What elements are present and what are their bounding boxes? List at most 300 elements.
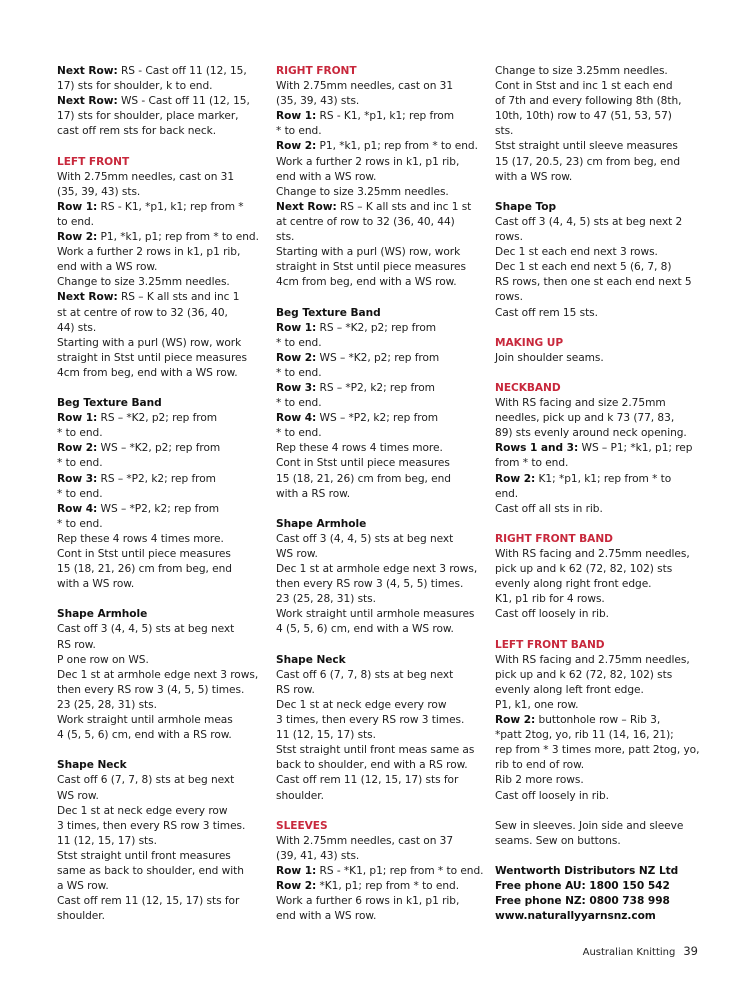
- instruction-line: [495, 909, 707, 924]
- line-text: end with a WS row.: [276, 170, 377, 183]
- line-text: Stst straight until front measures: [57, 849, 231, 862]
- line-text: (39, 41, 43) sts.: [276, 849, 360, 862]
- instruction-line: [276, 396, 494, 411]
- instruction-section: [276, 64, 494, 290]
- line-text: 4cm from beg, end with a WS row.: [276, 276, 457, 289]
- line-text: With RS facing and size 2.75mm: [495, 397, 666, 410]
- line-text: RS row.: [276, 683, 315, 696]
- instruction-line: [276, 532, 494, 547]
- section-heading: Shape Neck: [57, 759, 127, 772]
- line-text: 23 (25, 28, 31) sts.: [57, 698, 157, 711]
- instruction-line: [495, 456, 707, 471]
- line-text: Cont in Stst until piece measures: [57, 548, 231, 560]
- instruction-line: [495, 894, 707, 909]
- line-text: * to end.: [57, 427, 103, 440]
- instruction-line: [276, 864, 494, 879]
- bold-label: Row 2:: [276, 140, 317, 153]
- line-text: RS – K all sts and inc 1: [117, 291, 240, 304]
- instruction-line: [57, 668, 275, 683]
- line-text: Cast off 3 (4, 4, 5) sts at beg next 2: [495, 215, 683, 228]
- line-text: Cast off 6 (7, 7, 8) sts at beg next: [57, 774, 235, 787]
- bold-label: Row 3:: [57, 472, 98, 485]
- instruction-line: [495, 864, 707, 879]
- instruction-line: [57, 411, 275, 426]
- instruction-line: [495, 592, 707, 607]
- line-text: WS – *K2, p2; rep from: [97, 442, 221, 455]
- line-text: * to end.: [57, 517, 103, 530]
- line-text: WS – *P2, k2; rep from: [316, 412, 439, 425]
- bold-label: Row 4:: [276, 412, 317, 425]
- instruction-line: [57, 773, 275, 788]
- line-text: 4 (5, 5, 6) cm, end with a WS row.: [276, 623, 454, 636]
- bold-label: Next Row:: [276, 200, 337, 213]
- instruction-line: [495, 758, 707, 773]
- line-text: 15 (17, 20.5, 23) cm from beg, end: [495, 155, 680, 168]
- instruction-line: [276, 185, 494, 200]
- instruction-line: [495, 64, 707, 79]
- instruction-line: [495, 487, 707, 502]
- bold-label: Row 2:: [495, 472, 536, 485]
- line-text: K1, p1 rib for 4 rows.: [495, 593, 605, 606]
- instruction-line: [495, 396, 707, 411]
- page-footer: [583, 944, 698, 958]
- instruction-line: [57, 64, 275, 79]
- instruction-section: [57, 607, 275, 743]
- instruction-line: [495, 819, 707, 834]
- instruction-line: [57, 170, 275, 185]
- line-text: WS – *P2, k2; rep from: [97, 502, 220, 515]
- line-text: with a WS row.: [495, 170, 573, 183]
- instruction-line: [495, 290, 707, 305]
- line-text: end.: [495, 487, 519, 500]
- line-text: 4 (5, 5, 6) cm, end with a RS row.: [57, 729, 232, 742]
- line-text: at centre of row to 32 (36, 40, 44): [276, 215, 455, 228]
- instruction-line: [495, 426, 707, 441]
- instruction-line: [57, 879, 275, 894]
- line-text: 17) sts for shoulder, place marker,: [57, 110, 239, 123]
- instruction-line: [57, 487, 275, 502]
- line-text: Rep these 4 rows 4 times more.: [276, 442, 443, 455]
- line-text: evenly along right front edge.: [495, 578, 652, 591]
- instruction-line: [495, 502, 707, 517]
- instruction-line: [57, 562, 275, 577]
- instruction-line: [57, 441, 275, 456]
- line-text: * to end.: [276, 366, 322, 379]
- line-text: buttonhole row – Rib 3,: [535, 714, 661, 727]
- instruction-section: [495, 200, 707, 321]
- instruction-line: [57, 894, 275, 909]
- line-text: Cast off all sts in rib.: [495, 502, 603, 515]
- instruction-line: [495, 683, 707, 698]
- bold-label: Row 2:: [57, 231, 98, 244]
- instruction-line: [57, 622, 275, 637]
- instruction-line: [495, 562, 707, 577]
- bold-label: Row 2:: [276, 351, 317, 364]
- instruction-line: [57, 804, 275, 819]
- line-text: shoulder.: [57, 910, 105, 923]
- page-number: 39: [683, 944, 698, 958]
- instruction-line: [57, 185, 275, 200]
- line-text: RS – *K2, p2; rep from: [316, 321, 437, 334]
- instruction-line: [57, 834, 275, 849]
- line-text: seams. Sew on buttons.: [495, 834, 621, 847]
- line-text: Cast off loosely in rib.: [495, 789, 609, 802]
- instruction-line: [495, 577, 707, 592]
- instruction-line: [276, 909, 494, 924]
- instruction-line: [276, 683, 494, 698]
- instruction-line: [57, 532, 275, 547]
- instruction-line: [57, 638, 275, 653]
- instruction-section: [276, 517, 494, 638]
- line-text: Dec 1 st each end next 3 rows.: [495, 246, 658, 259]
- line-text: Sew in sleeves. Join side and sleeve: [495, 819, 684, 832]
- line-text: 15 (18, 21, 26) cm from beg, end: [276, 472, 451, 485]
- instruction-line: [495, 351, 707, 366]
- line-text: Join shoulder seams.: [495, 351, 604, 364]
- instruction-line: [276, 547, 494, 562]
- instruction-line: [57, 94, 275, 109]
- bold-label: Rows 1 and 3:: [495, 442, 579, 455]
- line-text: RS row.: [57, 638, 96, 651]
- line-text: Work a further 2 rows in k1, p1 rib,: [276, 155, 460, 168]
- instruction-line: [276, 487, 494, 502]
- line-text: * to end.: [57, 487, 103, 500]
- instruction-line: [57, 306, 275, 321]
- instruction-line: [495, 109, 707, 124]
- instruction-line: [495, 653, 707, 668]
- line-text: rows.: [495, 231, 523, 244]
- instruction-line: [57, 728, 275, 743]
- line-text: With RS facing and 2.75mm needles,: [495, 653, 690, 666]
- instruction-line: [495, 668, 707, 683]
- bold-label: Row 3:: [276, 381, 317, 394]
- instruction-line: [276, 456, 494, 471]
- line-text: Cast off 3 (4, 4, 5) sts at beg next: [276, 532, 454, 545]
- section-heading: LEFT FRONT BAND: [495, 638, 605, 651]
- line-text: K1; *p1, k1; rep from * to: [535, 472, 672, 485]
- line-text: with a WS row.: [57, 578, 135, 591]
- instruction-line: [495, 834, 707, 849]
- instruction-line: [57, 79, 275, 94]
- instruction-line: [57, 215, 275, 230]
- instruction-line: [276, 698, 494, 713]
- bold-label: Row 4:: [57, 502, 98, 515]
- instruction-line: [495, 260, 707, 275]
- instruction-line: [495, 306, 707, 321]
- instruction-line: [276, 366, 494, 381]
- instruction-line: [276, 245, 494, 260]
- instruction-line: [57, 502, 275, 517]
- instruction-line: [57, 200, 275, 215]
- instruction-section: [276, 819, 494, 925]
- line-text: pick up and k 62 (72, 82, 102) sts: [495, 668, 673, 681]
- instruction-line: [57, 789, 275, 804]
- line-text: straight in Stst until piece measures: [57, 351, 247, 364]
- line-text: WS row.: [276, 548, 318, 560]
- instruction-line: [276, 562, 494, 577]
- instruction-line: [495, 607, 707, 622]
- bold-label: Row 1:: [276, 864, 317, 877]
- bold-label: Row 2:: [495, 714, 536, 727]
- instruction-line: [57, 366, 275, 381]
- instruction-line: [495, 155, 707, 170]
- line-text: then every RS row 3 (4, 5, 5) times.: [57, 683, 245, 696]
- magazine-name: Australian Knitting: [582, 947, 676, 958]
- instruction-line: [495, 713, 707, 728]
- instruction-line: [57, 849, 275, 864]
- instruction-line: [276, 577, 494, 592]
- instruction-section: [276, 653, 494, 804]
- line-text: 4cm from beg, end with a WS row.: [57, 366, 238, 379]
- instruction-line: [495, 215, 707, 230]
- instruction-line: [276, 834, 494, 849]
- line-text: Stst straight until front meas same as: [276, 744, 475, 757]
- instruction-line: [57, 909, 275, 924]
- bold-label: www.naturallyyarnsnz.com: [495, 910, 656, 923]
- line-text: Rib 2 more rows.: [495, 774, 584, 787]
- bold-label: Row 1:: [57, 412, 98, 425]
- line-text: 10th, 10th) row to 47 (51, 53, 57): [495, 110, 672, 123]
- line-text: * to end.: [276, 125, 322, 138]
- instruction-line: [276, 351, 494, 366]
- bold-label: Next Row:: [57, 65, 118, 77]
- instruction-line: [276, 426, 494, 441]
- bold-label: Row 1:: [276, 321, 317, 334]
- instruction-line: [495, 441, 707, 456]
- line-text: shoulder.: [276, 789, 324, 802]
- instruction-line: [276, 472, 494, 487]
- line-text: * to end.: [276, 427, 322, 440]
- line-text: Change to size 3.25mm needles.: [495, 65, 668, 77]
- section-heading: MAKING UP: [495, 336, 564, 349]
- instruction-line: [276, 713, 494, 728]
- line-text: pick up and k 62 (72, 82, 102) sts: [495, 563, 673, 576]
- instruction-section: [57, 758, 275, 924]
- instruction-line: [57, 290, 275, 305]
- instruction-section: [57, 64, 275, 139]
- instruction-line: [495, 94, 707, 109]
- instruction-section: [57, 396, 275, 592]
- line-text: then every RS row 3 (4, 5, 5) times.: [276, 578, 464, 591]
- line-text: Dec 1 st each end next 5 (6, 7, 8): [495, 261, 672, 274]
- line-text: *K1, p1; rep from * to end.: [316, 880, 460, 893]
- instruction-line: [276, 124, 494, 139]
- instruction-line: [276, 200, 494, 215]
- line-text: * to end.: [276, 397, 322, 410]
- instruction-line: [276, 230, 494, 245]
- line-text: P one row on WS.: [57, 653, 149, 666]
- instruction-line: [57, 577, 275, 592]
- line-text: RS - K1, *p1, k1; rep from *: [97, 200, 244, 213]
- line-text: With 2.75mm needles, cast on 37: [276, 834, 454, 847]
- section-heading: Beg Texture Band: [276, 306, 381, 319]
- line-text: Change to size 3.25mm needles.: [57, 276, 230, 289]
- section-heading: SLEEVES: [276, 819, 328, 832]
- line-text: *patt 2tog, yo, rib 11 (14, 16, 21);: [495, 729, 674, 742]
- line-text: Cast off rem 11 (12, 15, 17) sts for: [276, 774, 459, 787]
- line-text: RS - *K1, p1; rep from * to end.: [316, 864, 484, 877]
- line-text: Dec 1 st at neck edge every row: [276, 698, 447, 711]
- instruction-line: [57, 260, 275, 275]
- line-text: Dec 1 st at armhole edge next 3 rows,: [276, 563, 478, 576]
- column-1: [57, 64, 275, 939]
- instruction-line: [495, 879, 707, 894]
- instruction-line: [276, 94, 494, 109]
- line-text: P1, *k1, p1; rep from * to end.: [316, 140, 478, 153]
- instruction-line: [276, 170, 494, 185]
- instruction-line: [57, 124, 275, 139]
- line-text: 3 times, then every RS row 3 times.: [57, 819, 246, 832]
- line-text: (35, 39, 43) sts.: [57, 185, 141, 198]
- line-text: Stst straight until sleeve measures: [495, 140, 678, 153]
- instruction-section: [57, 155, 275, 381]
- line-text: Cast off rem 11 (12, 15, 17) sts for: [57, 895, 240, 908]
- instruction-line: [57, 336, 275, 351]
- line-text: RS rows, then one st each end next 5: [495, 276, 692, 289]
- instruction-line: [57, 683, 275, 698]
- instruction-line: [276, 381, 494, 396]
- section-heading: Shape Armhole: [57, 608, 148, 621]
- line-text: 11 (12, 15, 17) sts.: [57, 834, 157, 847]
- instruction-section: [495, 336, 707, 366]
- line-text: WS – *K2, p2; rep from: [316, 351, 440, 364]
- instruction-line: [57, 864, 275, 879]
- instruction-line: [276, 789, 494, 804]
- instruction-line: [57, 245, 275, 260]
- instruction-line: [276, 622, 494, 637]
- line-text: Work a further 2 rows in k1, p1 rib,: [57, 246, 241, 259]
- line-text: P1, *k1, p1; rep from * to end.: [97, 231, 259, 244]
- instruction-line: [57, 547, 275, 562]
- instruction-line: [495, 275, 707, 290]
- instruction-line: [495, 124, 707, 139]
- line-text: Cast off 6 (7, 7, 8) sts at beg next: [276, 668, 454, 681]
- instruction-line: [276, 336, 494, 351]
- line-text: WS - Cast off 11 (12, 15,: [117, 95, 250, 108]
- line-text: Dec 1 st at armhole edge next 3 rows,: [57, 668, 259, 681]
- instruction-section: [276, 306, 494, 502]
- instruction-line: [276, 441, 494, 456]
- instruction-section: [495, 819, 707, 849]
- section-heading: RIGHT FRONT: [276, 65, 357, 77]
- line-text: 15 (18, 21, 26) cm from beg, end: [57, 563, 232, 576]
- section-heading: Shape Armhole: [276, 517, 367, 530]
- instruction-line: [276, 260, 494, 275]
- instruction-line: [276, 215, 494, 230]
- line-text: 11 (12, 15, 17) sts.: [276, 729, 376, 742]
- line-text: 23 (25, 28, 31) sts.: [276, 593, 376, 606]
- bold-label: Row 1:: [57, 200, 98, 213]
- instruction-line: [57, 109, 275, 124]
- line-text: rep from * 3 times more, patt 2tog, yo,: [495, 744, 700, 757]
- instruction-line: [57, 472, 275, 487]
- instruction-line: [57, 819, 275, 834]
- instruction-line: [495, 743, 707, 758]
- instruction-line: [57, 517, 275, 532]
- line-text: Change to size 3.25mm needles.: [276, 185, 449, 198]
- instruction-line: [57, 456, 275, 471]
- section-heading: RIGHT FRONT BAND: [495, 532, 613, 545]
- line-text: * to end.: [276, 336, 322, 349]
- line-text: 89) sts evenly around neck opening.: [495, 427, 687, 440]
- line-text: WS – P1; *k1, p1; rep: [578, 442, 693, 455]
- line-text: evenly along left front edge.: [495, 683, 644, 696]
- instruction-line: [276, 849, 494, 864]
- instruction-line: [276, 79, 494, 94]
- instruction-line: [57, 230, 275, 245]
- instruction-line: [276, 607, 494, 622]
- instruction-line: [495, 547, 707, 562]
- line-text: rib to end of row.: [495, 759, 585, 772]
- instruction-line: [495, 79, 707, 94]
- line-text: sts.: [276, 231, 295, 244]
- line-text: Cast off rem 15 sts.: [495, 306, 598, 319]
- line-text: RS – *K2, p2; rep from: [97, 412, 218, 425]
- instruction-line: [276, 743, 494, 758]
- instruction-line: [276, 155, 494, 170]
- instruction-line: [495, 245, 707, 260]
- section-heading: NECKBAND: [495, 381, 561, 394]
- line-text: rows.: [495, 291, 523, 304]
- line-text: with a RS row.: [276, 487, 351, 500]
- instruction-line: [276, 275, 494, 290]
- bold-label: Free phone NZ: 0800 738 998: [495, 895, 670, 908]
- instruction-section: [495, 381, 707, 517]
- line-text: back to shoulder, end with a RS row.: [276, 759, 468, 772]
- bold-label: Wentworth Distributors NZ Ltd: [495, 864, 679, 877]
- instruction-line: [495, 139, 707, 154]
- line-text: With 2.75mm needles, cast on 31: [57, 170, 235, 183]
- line-text: (35, 39, 43) sts.: [276, 95, 360, 108]
- line-text: * to end.: [57, 457, 103, 470]
- line-text: to end.: [57, 215, 94, 228]
- section-heading: Beg Texture Band: [57, 397, 162, 410]
- instruction-section: [495, 64, 707, 185]
- instruction-line: [276, 139, 494, 154]
- instruction-line: [276, 894, 494, 909]
- instruction-line: [276, 592, 494, 607]
- instruction-line: [57, 426, 275, 441]
- instruction-line: [57, 653, 275, 668]
- instruction-line: [495, 773, 707, 788]
- line-text: a WS row.: [57, 880, 109, 893]
- instruction-line: [495, 472, 707, 487]
- instruction-line: [495, 230, 707, 245]
- instruction-line: [276, 109, 494, 124]
- section-heading: Shape Top: [495, 200, 557, 213]
- line-text: RS – *P2, k2; rep from: [97, 472, 216, 485]
- line-text: same as back to shoulder, end with: [57, 864, 244, 877]
- line-text: end with a WS row.: [276, 910, 377, 923]
- line-text: Dec 1 st at neck edge every row: [57, 804, 228, 817]
- line-text: Work straight until armhole measures: [276, 608, 475, 621]
- line-text: st at centre of row to 32 (36, 40,: [57, 306, 228, 319]
- line-text: of 7th and every following 8th (8th,: [495, 95, 682, 108]
- line-text: Rep these 4 rows 4 times more.: [57, 532, 224, 545]
- instruction-section: [495, 864, 707, 924]
- instruction-line: [57, 321, 275, 336]
- line-text: needles, pick up and k 73 (77, 83,: [495, 412, 675, 425]
- line-text: Starting with a purl (WS) row, work: [276, 246, 461, 259]
- line-text: RS – *P2, k2; rep from: [316, 381, 435, 394]
- column-2: [276, 64, 494, 939]
- instruction-line: [276, 668, 494, 683]
- instruction-line: [495, 411, 707, 426]
- line-text: WS row.: [57, 789, 99, 802]
- instruction-line: [276, 773, 494, 788]
- instruction-line: [495, 170, 707, 185]
- line-text: sts.: [495, 125, 514, 138]
